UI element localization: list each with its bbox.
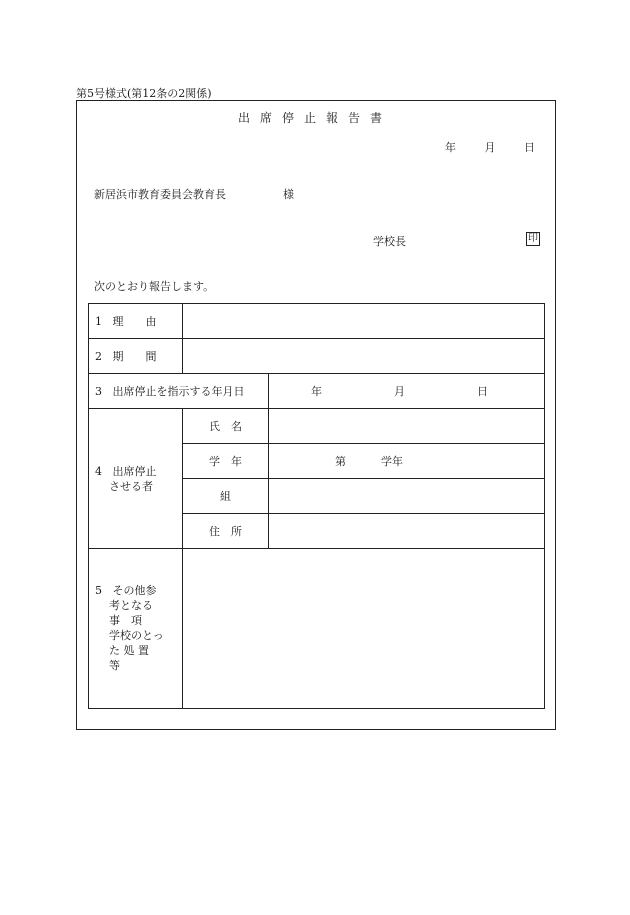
other-row bbox=[89, 549, 545, 709]
instructed-year-label: 年 bbox=[311, 385, 322, 398]
instructed-month-label: 月 bbox=[394, 385, 405, 398]
instructed-date-row bbox=[89, 374, 545, 409]
document-title: 出席停止報告書 bbox=[237, 111, 392, 125]
other-label: 5 その他参 考となる 事 項 学校のとっ た 処 置 等 bbox=[89, 549, 183, 709]
other-field[interactable] bbox=[183, 549, 545, 709]
period-field[interactable] bbox=[183, 339, 545, 374]
address-label: 住 所 bbox=[183, 514, 269, 549]
year-label: 年 bbox=[445, 141, 456, 154]
period-label: 2 期 間 bbox=[89, 339, 183, 374]
name-label: 氏 名 bbox=[183, 409, 269, 444]
month-label: 月 bbox=[484, 141, 496, 154]
addressee: 新居浜市教育委員会教育長 bbox=[94, 188, 226, 201]
instructed-date-label: 3 出席停止を指示する年月日 bbox=[89, 374, 269, 409]
honorific: 様 bbox=[283, 188, 294, 201]
report-date bbox=[445, 139, 535, 155]
instructed-day-label: 日 bbox=[477, 385, 488, 398]
intro-text: 次のとおり報告します。 bbox=[94, 280, 215, 293]
report-table bbox=[88, 303, 545, 709]
student-name-row bbox=[89, 409, 545, 444]
grade-field[interactable] bbox=[269, 444, 545, 479]
seal-mark: 印 bbox=[528, 233, 538, 244]
class-label: 組 bbox=[183, 479, 269, 514]
student-label: 4 出席停止 させる者 bbox=[89, 409, 183, 549]
day-label: 日 bbox=[524, 141, 535, 154]
reason-row bbox=[89, 304, 545, 339]
name-field[interactable] bbox=[269, 409, 545, 444]
grade-suffix: 学年 bbox=[381, 455, 403, 468]
class-field[interactable] bbox=[269, 479, 545, 514]
address-field[interactable] bbox=[269, 514, 545, 549]
reason-field[interactable] bbox=[183, 304, 545, 339]
principal-label: 学校長 bbox=[373, 235, 406, 248]
form-number: 第5号様式(第12条の2関係) bbox=[76, 87, 212, 100]
period-row bbox=[89, 339, 545, 374]
grade-prefix: 第 bbox=[335, 455, 346, 468]
grade-label: 学 年 bbox=[183, 444, 269, 479]
reason-label: 1 理 由 bbox=[89, 304, 183, 339]
instructed-date-field[interactable] bbox=[269, 374, 545, 409]
